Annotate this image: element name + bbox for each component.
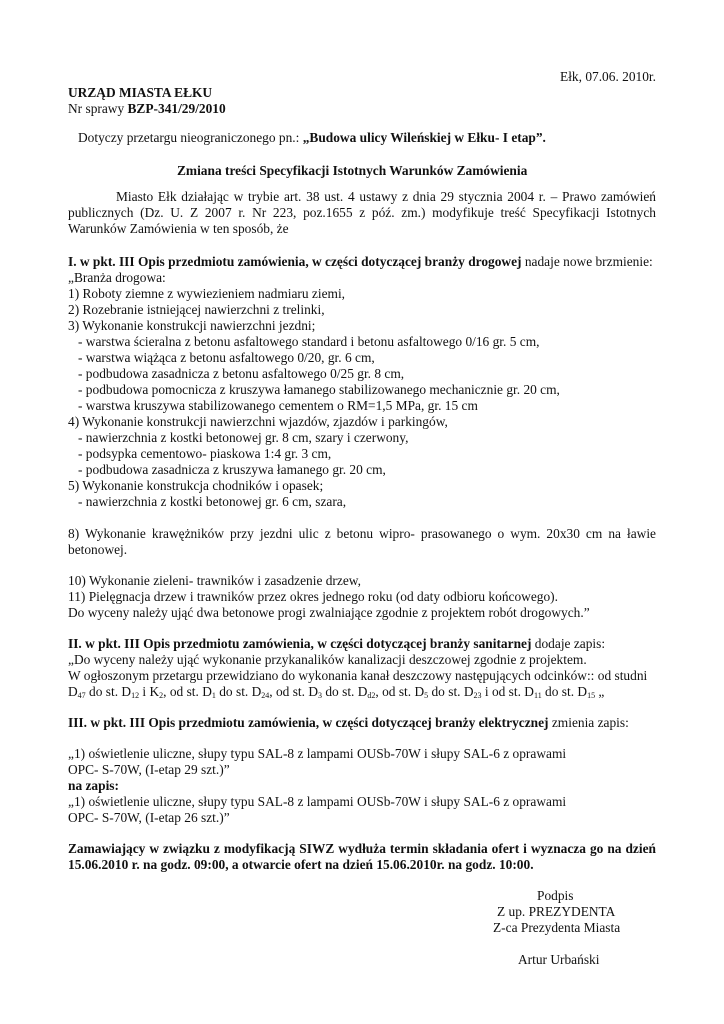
section-1-tail-line: 10) Wykonanie zieleni- trawników i zasadzenie drzew, bbox=[68, 573, 361, 588]
section-1-line: 4) Wykonanie konstrukcji nawierzchni wjazdów, zjazdów i parkingów, bbox=[68, 414, 448, 429]
section-1-line: - warstwa kruszywa stabilizowanego cementem o RM=1,5 MPa, gr. 15 cm bbox=[78, 398, 478, 413]
office-name: URZĄD MIASTA EŁKU bbox=[68, 85, 213, 100]
section-1-line: - nawierzchnia z kostki betonowej gr. 6 cm, szara, bbox=[78, 494, 347, 509]
section-1-line: - nawierzchnia z kostki betonowej gr. 8 cm, szary i czerwony, bbox=[78, 430, 409, 445]
section-2-heading: II. w pkt. III Opis przedmiotu zamówienia, w części dotyczącej branży sanitarnej dodaje zapis: bbox=[68, 636, 606, 651]
section-1-heading: I. w pkt. III Opis przedmiotu zamówienia, w części dotyczącej branży drogowej nadaje nowe brzmienie: bbox=[68, 254, 653, 269]
section-1-line: 5) Wykonanie konstrukcja chodników i opasek; bbox=[68, 478, 324, 493]
signature-name: Artur Urbański bbox=[518, 952, 600, 967]
section-3-heading: III. w pkt. III Opis przedmiotu zamówienia, w części dotyczącej branży elektrycznej zmienia zapis: bbox=[68, 715, 629, 730]
place-date: Ełk, 07.06. 2010r. bbox=[560, 69, 656, 84]
subject-name: „Budowa ulicy Wileńskiej w Ełku- I etap”. bbox=[302, 130, 546, 145]
section-2-line: W ogłoszonym przetargu przewidziano do wykonania kanał deszczowy następujących odcinków:: od studni bbox=[68, 668, 648, 683]
section-1-line: - warstwa ścieralna z betonu asfaltowego standard i betonu asfaltowego 0/16 gr. 5 cm, bbox=[78, 334, 540, 349]
section-1-tail-line: Do wyceny należy ująć dwa betonowe progi zwalniające zgodnie z projektem robót drogowych.” bbox=[68, 605, 590, 620]
case-number: BZP-341/29/2010 bbox=[127, 101, 226, 116]
intro-paragraph: Miasto Ełk działając w trybie art. 38 ust. 4 ustawy z dnia 29 stycznia 2004 r. – Prawo zamówień publicznych (Dz. U. Z 2007 r. Nr 223, poz.1655 z póź. zm.) modyfikuje treść Specyfikacji Istotnych Warunków Zamówienia w ten sposób, że bbox=[68, 189, 656, 236]
document-title: Zmiana treści Specyfikacji Istotnych Warunków Zamówienia bbox=[177, 163, 528, 178]
case-label: Nr sprawy bbox=[68, 101, 128, 116]
section-1-tail-line: 11) Pielęgnacja drzew i trawników przez okres jednego roku (od daty odbioru końcowego). bbox=[68, 589, 558, 604]
section-1-line: - podbudowa zasadnicza z kruszywa łamanego gr. 20 cm, bbox=[78, 462, 386, 477]
section-1-line: - warstwa wiążąca z betonu asfaltowego 0/20, gr. 6 cm, bbox=[78, 350, 375, 365]
signature-line-1: Z up. PREZYDENTA bbox=[497, 904, 616, 919]
section-2-line: „Do wyceny należy ująć wykonanie przykanalików kanalizacji deszczowej zgodnie z projektem. bbox=[68, 652, 587, 667]
section-3-na-zapis: na zapis: bbox=[68, 778, 119, 793]
signature-label: Podpis bbox=[537, 888, 574, 903]
section-1-line: - podbudowa pomocnicza z kruszywa łamanego stabilizowanego mechanicznie gr. 20 cm, bbox=[78, 382, 560, 397]
subject-prefix: Dotyczy przetargu nieograniczonego pn.: bbox=[78, 130, 303, 145]
subject-line bbox=[78, 130, 546, 146]
case-number-line bbox=[68, 101, 226, 117]
closing-paragraph: Zamawiający w związku z modyfikacją SIWZ wydłuża termin składania ofert i wyznacza go na dzień 15.06.2010 r. na godz. 09:00, a otwarcie ofert na dzień 15.06.2010r. na godz. 10:00. bbox=[68, 841, 656, 872]
section-3-new-line: „1) oświetlenie uliczne, słupy typu SAL-8 z lampami OUSb-70W i słupy SAL-6 z oprawami bbox=[68, 794, 567, 809]
section-3-old-line: OPC- S-70W, (I-etap 29 szt.)” bbox=[68, 762, 230, 777]
section-3-old-line: „1) oświetlenie uliczne, słupy typu SAL-8 z lampami OUSb-70W i słupy SAL-6 z oprawami bbox=[68, 746, 567, 761]
section-1-line: - podsypka cementowo- piaskowa 1:4 gr. 3 cm, bbox=[78, 446, 332, 461]
section-1-line: 3) Wykonanie konstrukcji nawierzchni jezdni; bbox=[68, 318, 316, 333]
signature-line-2: Z-ca Prezydenta Miasta bbox=[493, 920, 621, 935]
section-1-line: 2) Rozebranie istniejącej nawierzchni z trelinki, bbox=[68, 302, 325, 317]
section-2-studnie-line: $D_{47}$ do st. $D_{12}$ i $K_2$, od st. $D_1$ do st. $D_{24}$, od st. $D_3$ do st. $D_{d2}$, od st. $D_5$ do st. $D_{23}$ i od st. $D_{11}$ do st. $D_{15}$ „ bbox=[68, 684, 605, 700]
section-1-line: „Branża drogowa: bbox=[68, 270, 166, 285]
section-1-line: - podbudowa zasadnicza z betonu asfaltowego 0/25 gr. 8 cm, bbox=[78, 366, 405, 381]
section-3-new-line: OPC- S-70W, (I-etap 26 szt.)” bbox=[68, 810, 230, 825]
section-1-line: 1) Roboty ziemne z wywiezieniem nadmiaru ziemi, bbox=[68, 286, 346, 301]
section-1-item-8: 8) Wykonanie krawężników przy jezdni ulic z betonu wipro- prasowanego o wym. 20x30 cm na ławie betonowej. bbox=[68, 526, 656, 557]
